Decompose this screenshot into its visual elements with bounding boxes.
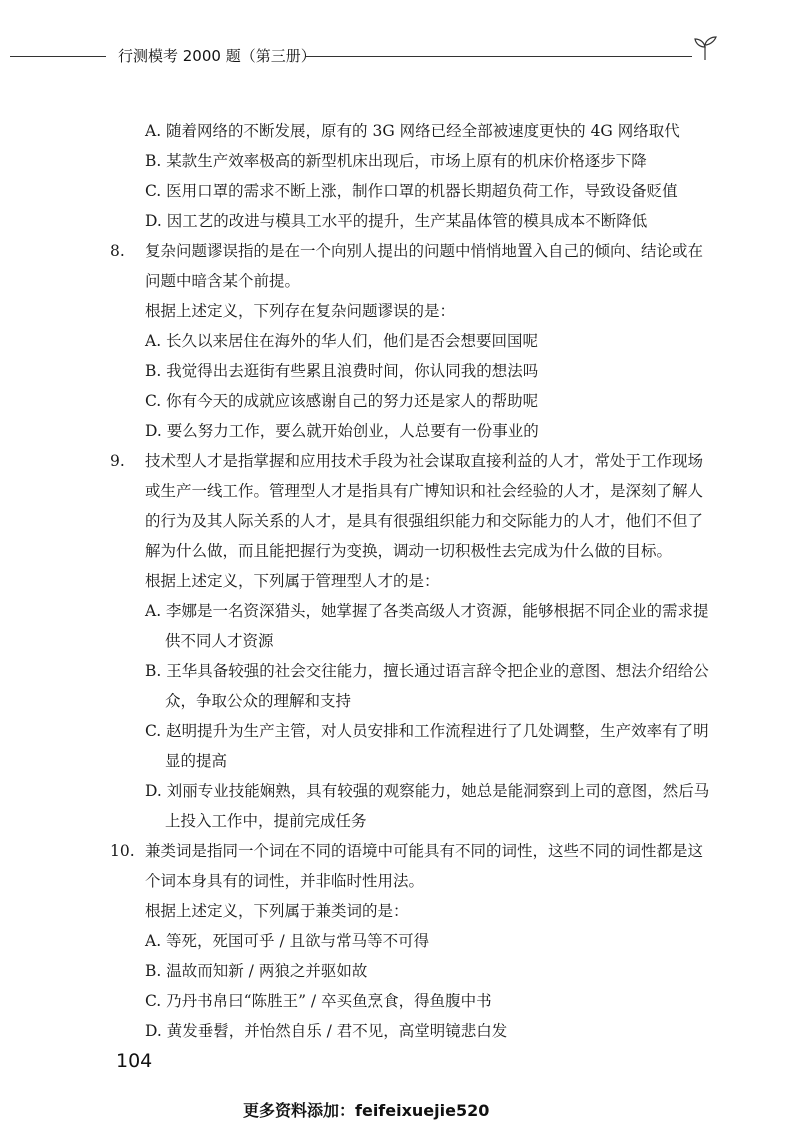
question-8-number: 8. [110, 242, 125, 260]
q10-option-b: B. 温故而知新 / 两狼之并驱如故 [145, 962, 368, 980]
header-title: 行测模考 2000 题（第三册） [118, 47, 316, 65]
question-8-definition: 复杂问题谬误指的是在一个向别人提出的问题中悄悄地置入自己的倾向、结论或在问题中暗含某个前提。 [145, 242, 704, 290]
page-header [10, 42, 710, 72]
footer-contact: 更多资料添加：feifeixuejie520 [243, 1101, 490, 1120]
sprout-icon [690, 34, 720, 62]
q8-option-d: D. 要么努力工作，要么就开始创业，人总要有一份事业的 [145, 422, 539, 440]
q10-option-a: A. 等死，死国可乎 / 且欲与常马等不可得 [145, 932, 430, 950]
q8-option-a: A. 长久以来居住在海外的华人们，他们是否会想要回国呢 [145, 332, 539, 350]
header-rule-left [10, 56, 106, 57]
question-8-prompt: 根据上述定义，下列存在复杂问题谬误的是： [145, 302, 456, 320]
question-9-prompt: 根据上述定义，下列属于管理型人才的是： [145, 572, 440, 590]
q10-option-c: C. 乃丹书帛曰“陈胜王” / 卒买鱼烹食，得鱼腹中书 [145, 992, 492, 1010]
question-9 [110, 446, 710, 566]
header-rule-right [306, 56, 692, 57]
question-content [110, 116, 710, 1046]
q9-option-c: C. 赵明提升为生产主管，对人员安排和工作流程进行了几处调整，生产效率有了明显的提高 [145, 722, 709, 770]
question-10 [110, 836, 710, 896]
question-10-number: 10. [110, 842, 135, 860]
q9-option-b: B. 王华具备较强的社会交往能力，擅长通过语言辞令把企业的意图、想法介绍给公众，争取公众的理解和支持 [145, 662, 709, 710]
q9-option-d: D. 刘丽专业技能娴熟，具有较强的观察能力，她总是能洞察到上司的意图，然后马上投入工作中，提前完成任务 [145, 782, 710, 830]
q7-option-c: C. 医用口罩的需求不断上涨，制作口罩的机器长期超负荷工作，导致设备贬值 [145, 182, 678, 200]
q7-option-a: A. 随着网络的不断发展，原有的 3G 网络已经全部被速度更快的 4G 网络取代 [145, 122, 680, 140]
q7-option-b: B. 某款生产效率极高的新型机床出现后，市场上原有的机床价格逐步下降 [145, 152, 647, 170]
question-10-prompt: 根据上述定义，下列属于兼类词的是： [145, 902, 409, 920]
question-9-definition: 技术型人才是指掌握和应用技术手段为社会谋取直接利益的人才，常处于工作现场或生产一线工作。管理型人才是指具有广博知识和社会经验的人才，是深刻了解人的行为及其人际关系的人才，是具有很强组织能力和交际能力的人才，他们不但了解为什么做，而且能把握行为变换，调动一切积极性去完成为什么做的目标。 [145, 452, 704, 560]
q8-option-c: C. 你有今天的成就应该感谢自己的努力还是家人的帮助呢 [145, 392, 539, 410]
question-8 [110, 236, 710, 296]
q9-option-a: A. 李娜是一名资深猎头，她掌握了各类高级人才资源，能够根据不同企业的需求提供不同人才资源 [145, 602, 709, 650]
question-9-number: 9. [110, 452, 125, 470]
page-number: 104 [116, 1050, 153, 1072]
q7-option-d: D. 因工艺的改进与模具工水平的提升，生产某晶体管的模具成本不断降低 [145, 212, 648, 230]
question-10-definition: 兼类词是指同一个词在不同的语境中可能具有不同的词性，这些不同的词性都是这个词本身具有的词性，并非临时性用法。 [145, 842, 704, 890]
q8-option-b: B. 我觉得出去逛街有些累且浪费时间，你认同我的想法吗 [145, 362, 539, 380]
q10-option-d: D. 黄发垂髫，并怡然自乐 / 君不见，高堂明镜悲白发 [145, 1022, 508, 1040]
